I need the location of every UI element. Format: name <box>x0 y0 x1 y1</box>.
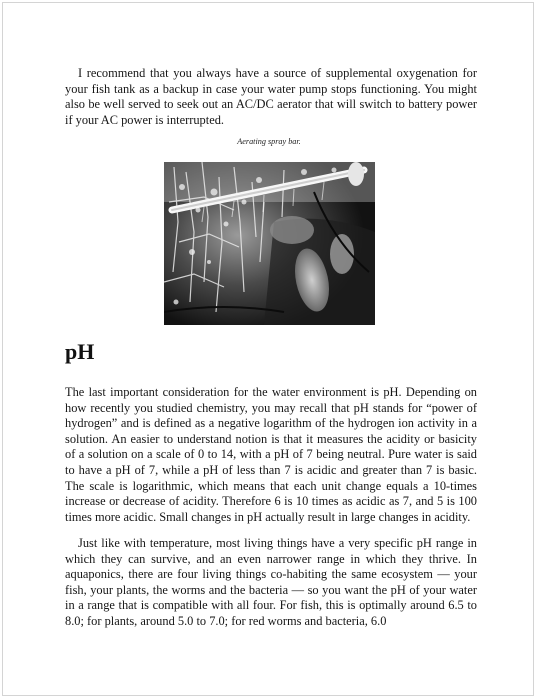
section-heading: pH <box>65 339 95 364</box>
section-paragraph-2: Just like with temperature, most living things have a very specific pH range in which they can survive, and an even narrower range in which they thrive. In aquaponics, there are four living things co-habiting the same ecosystem — your fish, your plants, the worms and the bacteria — so you want the pH of your water in a range that is compatible with all four. For fish, this is optimally around 6.5 to 8.0; for plants, around 5.0 to 7.0; for red worms and bacteria, 6.0 <box>65 536 477 628</box>
section-paragraph-1: The last important consideration for the water environment is pH. Depending on how recently you studied chemistry, you may recall that pH stands for “power of hydrogen” and is defined as a negative logarithm of the hydrogen ion activity in a solution. An easier to understand notion is that it measures the acidity or basicity of a solution on a scale of 0 to 14, with a pH of 7 being neutral. Pure water is said to have a pH of 7, while a pH of less than 7 is acidic and greater than 7 is basic. The scale is logarithmic, which means that each unit change equals a 10-times increase or decrease of acidity. Therefore 6 is 10 times as acidic as 7, and 5 is 100 times more acidic. Small changes in pH actually result in large changes in acidity. <box>65 385 477 524</box>
aerating-spray-bar-photo <box>164 162 375 325</box>
figure-caption: Aerating spray bar. <box>237 137 301 146</box>
intro-paragraph: I recommend that you always have a source of supplemental oxygenation for your fish tank as a backup in case your water pump stops functioning. You might also be well served to seek out an AC/DC aerator that will switch to battery power if your AC power is interrupted. <box>65 66 477 127</box>
